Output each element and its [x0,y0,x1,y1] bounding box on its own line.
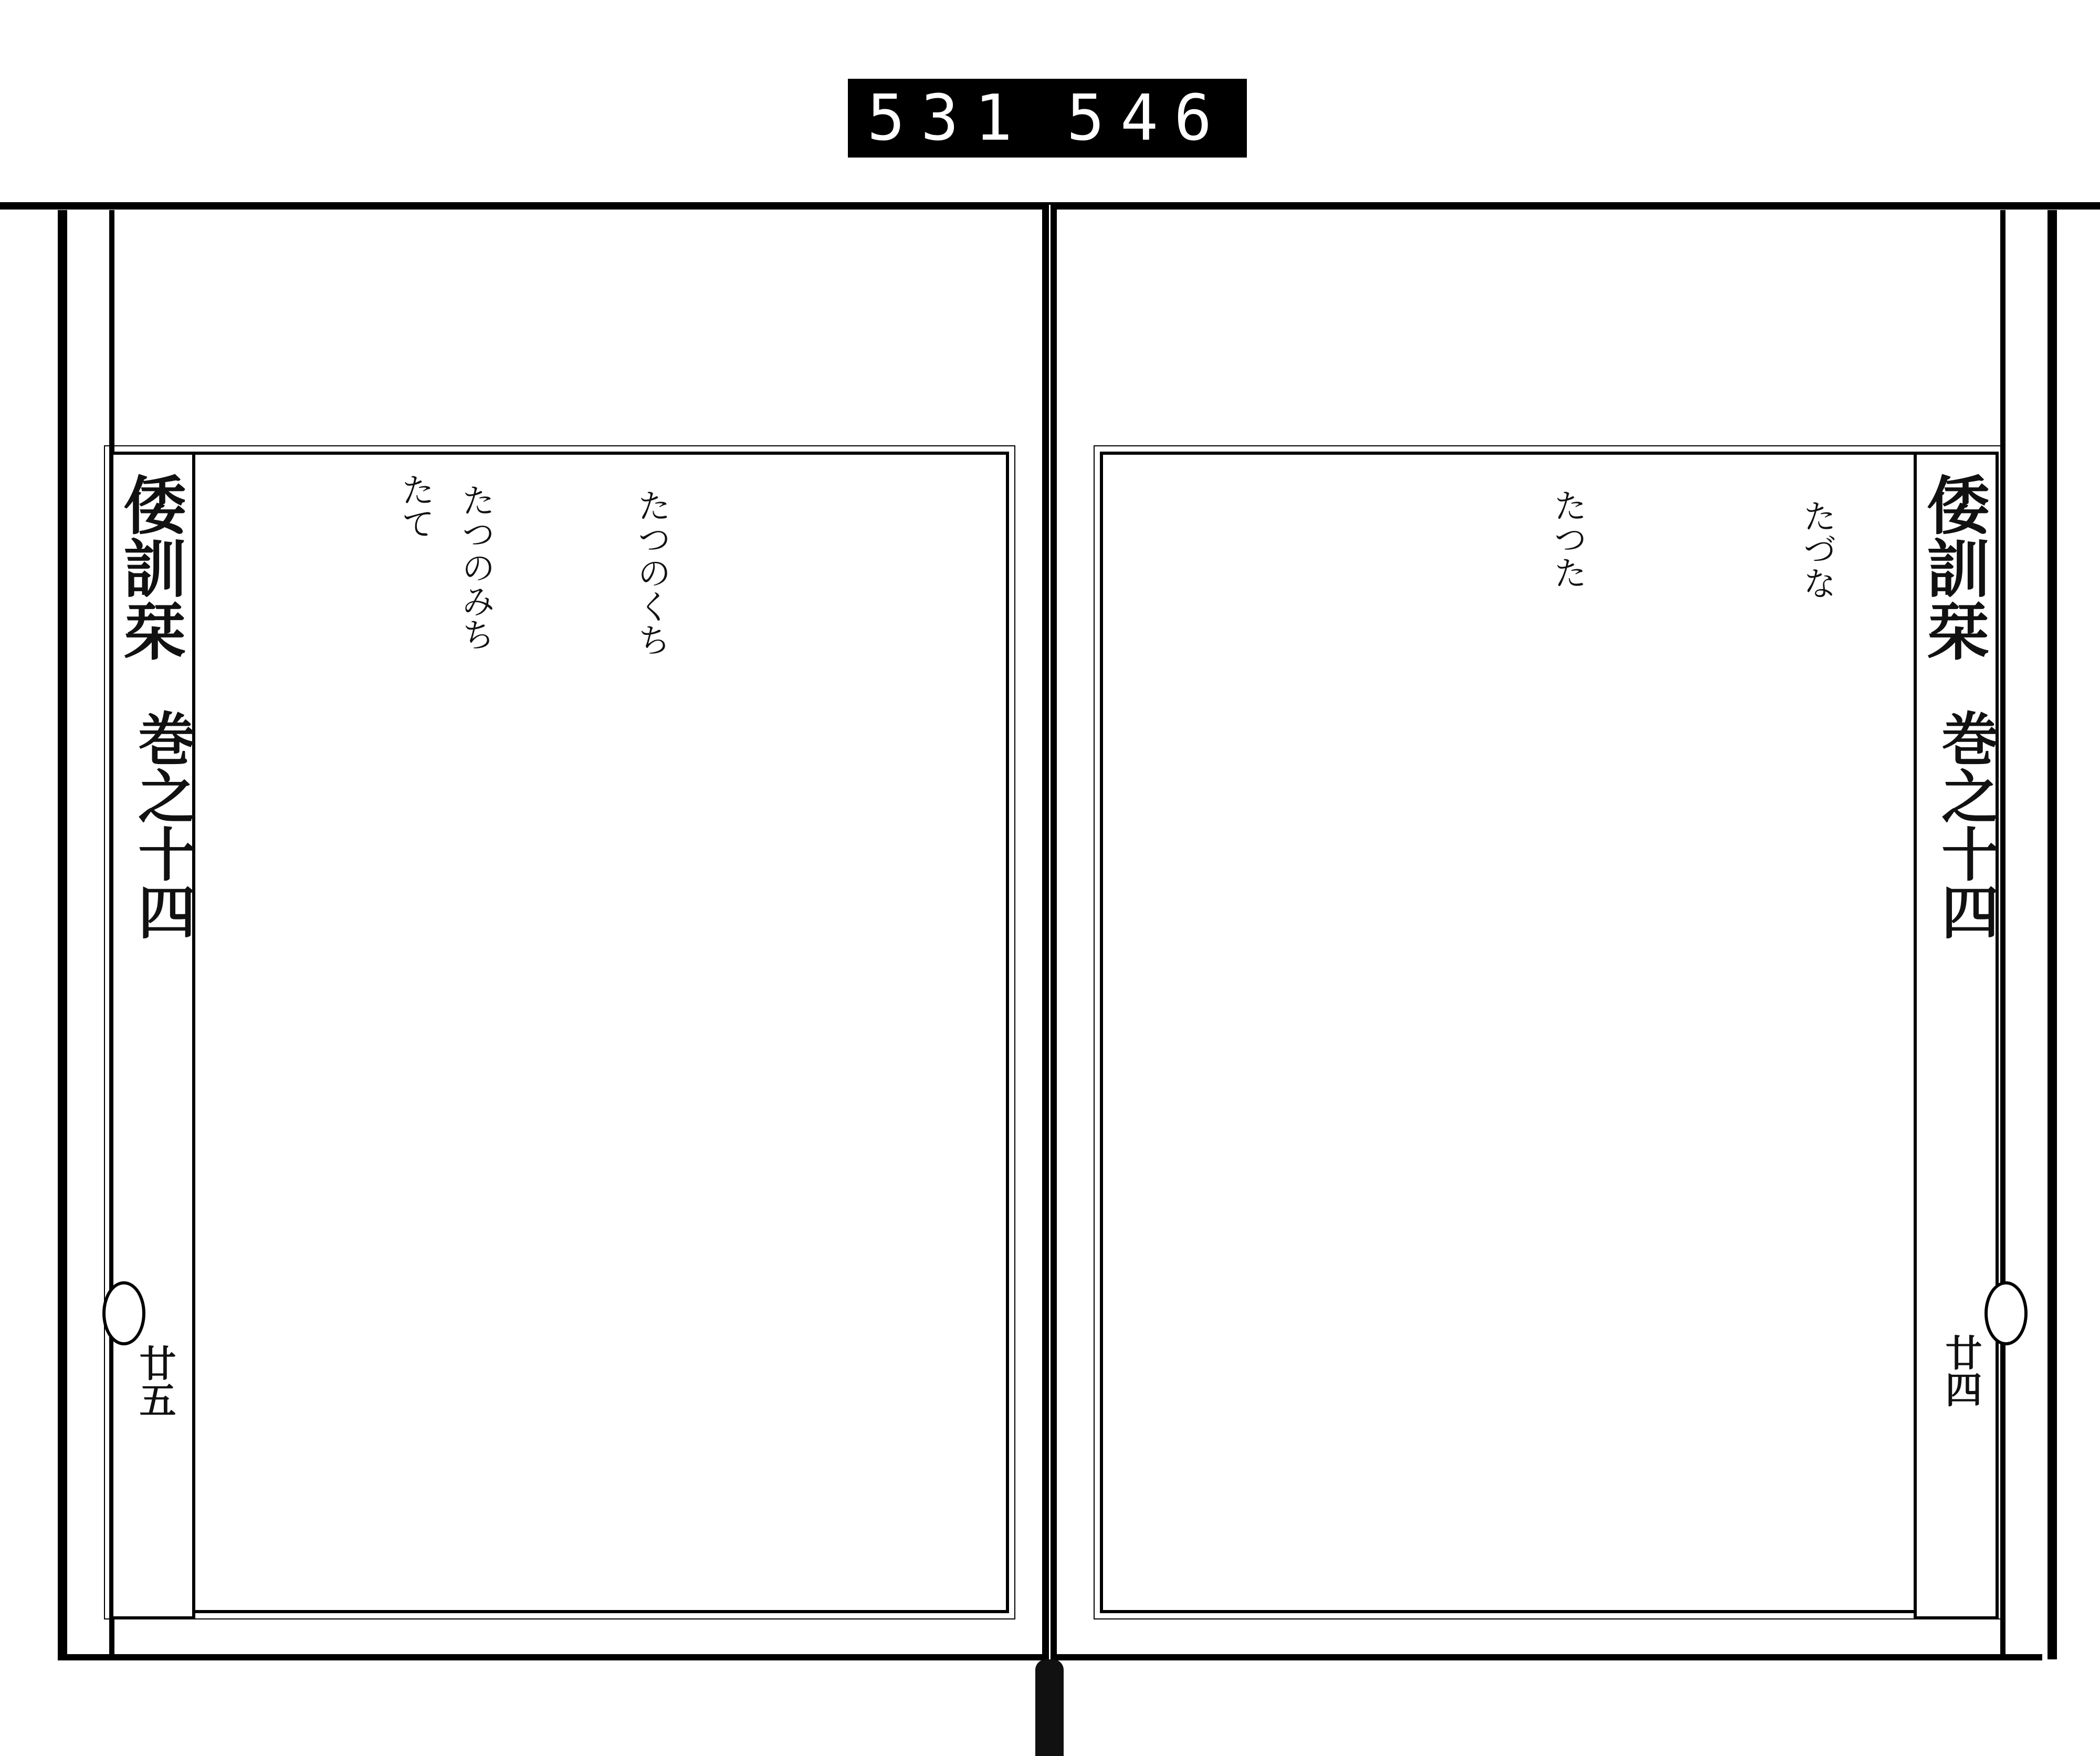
left-page-frame [110,452,1009,1613]
book-edge-right [2000,210,2057,1659]
left-headword-3: たつのみち [456,483,495,651]
left-page-title: 倭訓栞 [113,473,187,662]
right-headword-1: たづな [1797,499,1836,600]
right-page-volume: 巻之十四 [1932,709,2000,940]
frame-number-left: 531 [867,81,1028,155]
right-headword-2: たつた [1548,488,1587,589]
right-page-notch [1984,1281,2028,1345]
bottom-rule-right [1055,1654,2042,1660]
book-edge-left [58,210,114,1659]
left-page-notch [102,1281,145,1345]
spine-gap [1049,205,1051,1756]
right-page-number: 廿四 [1939,1334,1983,1407]
frame-number-badge [848,79,1247,158]
spine-bead [1035,1659,1064,1756]
left-headword-1: たつのくち [632,488,671,656]
left-page-number: 廿五 [133,1344,177,1418]
bottom-rule-left [58,1654,1045,1660]
right-page-frame [1100,452,1999,1613]
frame-number-right: 546 [1066,81,1228,155]
right-page-title: 倭訓栞 [1916,473,1990,662]
left-page-volume: 巻之十四 [129,709,196,940]
left-headword-2: たて [395,473,435,540]
